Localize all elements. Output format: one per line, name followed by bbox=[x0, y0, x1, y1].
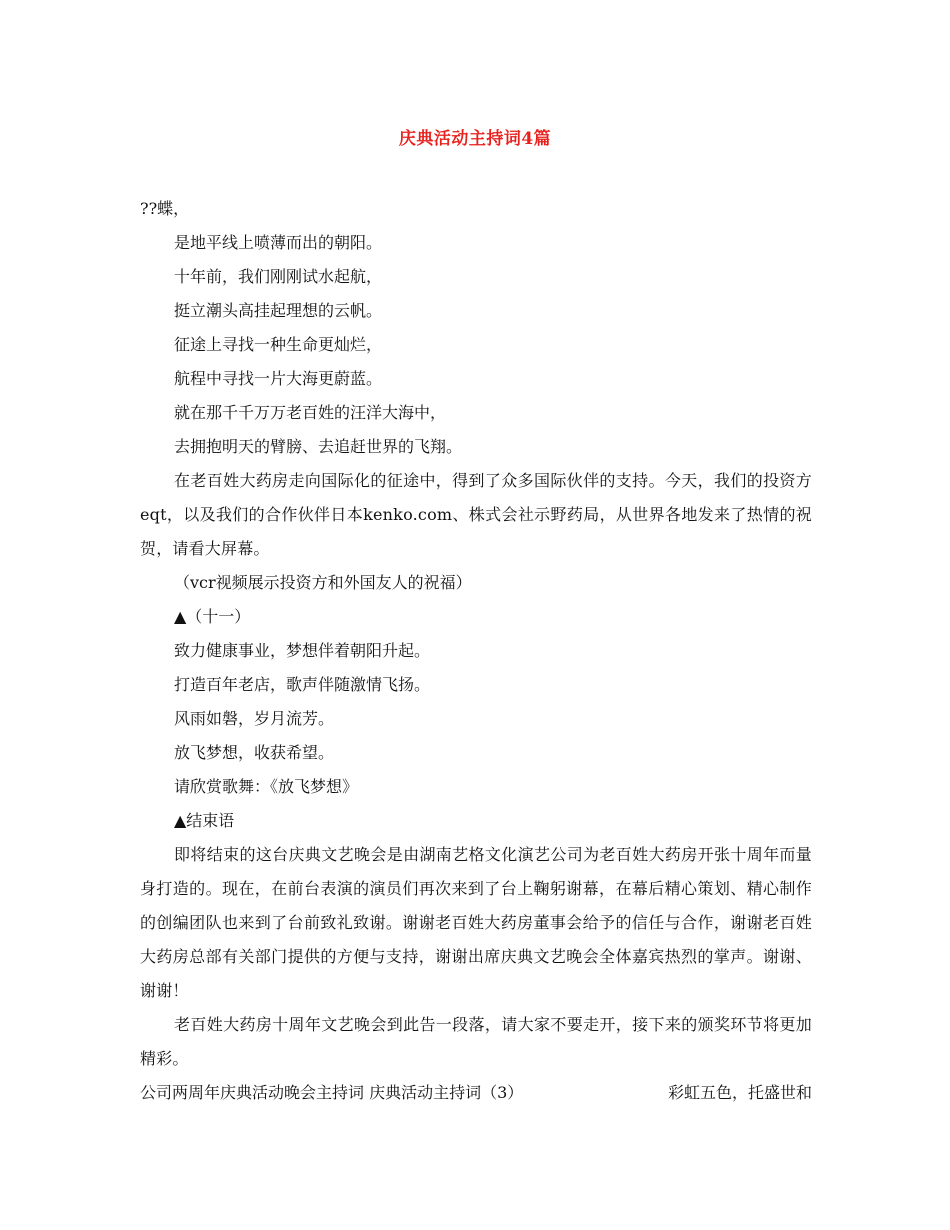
text-line: ??蝶， bbox=[140, 199, 190, 218]
poem-line: 十年前，我们刚刚试水起航， bbox=[174, 267, 383, 286]
vcr-note: （vcr视频展示投资方和外国友人的祝福） bbox=[174, 573, 472, 592]
poem-line: 去拥抱明天的臂膀、去追赶世界的飞翔。 bbox=[174, 437, 463, 456]
document-title: 庆典活动主持词4篇 bbox=[398, 129, 552, 149]
poem-line: 放飞梦想，收获希望。 bbox=[174, 743, 335, 762]
footer-line bbox=[140, 1076, 812, 1110]
document-body bbox=[140, 192, 812, 1110]
poem-line: 征途上寻找一种生命更灿烂， bbox=[174, 335, 383, 354]
paragraph-closing: 即将结束的这台庆典文艺晚会是由湖南艺格文化演艺公司为老百姓大药房开张十周年而量身打造的。现在，在前台表演的演员们再次来到了台上鞠躬谢幕，在幕后精心策划、精心制作的创编团队也来到了台前致礼致谢。谢谢老百姓大药房董事会给予的信任与合作，谢谢老百姓大药房总部有关部门提供的方便与支持，谢谢出席庆典文艺晚会全体嘉宾热烈的掌声。谢谢、谢谢！ bbox=[140, 845, 812, 1000]
poem-line: 致力健康事业，梦想伴着朝阳升起。 bbox=[174, 641, 431, 660]
poem-line: 挺立潮头高挂起理想的云帆。 bbox=[174, 301, 383, 320]
poem-line: 航程中寻找一片大海更蔚蓝。 bbox=[174, 369, 383, 388]
section-heading-11: ▲（十一） bbox=[174, 607, 251, 626]
closing-heading: ▲结束语 bbox=[174, 811, 235, 830]
poem-line: 打造百年老店，歌声伴随激情飞扬。 bbox=[174, 675, 431, 694]
footer-right-text: 彩虹五色，托盛世和 bbox=[667, 1083, 812, 1102]
poem-line: 就在那千千万万老百姓的汪洋大海中， bbox=[174, 403, 447, 422]
poem-line: 风雨如磐，岁月流芳。 bbox=[174, 709, 335, 728]
footer-left-text: 公司两周年庆典活动晚会主持词 庆典活动主持词（3） bbox=[140, 1083, 524, 1102]
paragraph-international: 在老百姓大药房走向国际化的征途中，得到了众多国际伙伴的支持。今天，我们的投资方eqt，以及我们的合作伙伴日本kenko.com、株式会社示野药局，从世界各地发来了热情的祝贺，请看大屏幕。 bbox=[140, 471, 812, 558]
poem-line: 请欣赏歌舞：《放飞梦想》 bbox=[174, 777, 359, 796]
paragraph-ending: 老百姓大药房十周年文艺晚会到此告一段落，请大家不要走开，接下来的颁奖环节将更加精彩。 bbox=[140, 1015, 812, 1068]
poem-line: 是地平线上喷薄而出的朝阳。 bbox=[174, 233, 383, 252]
